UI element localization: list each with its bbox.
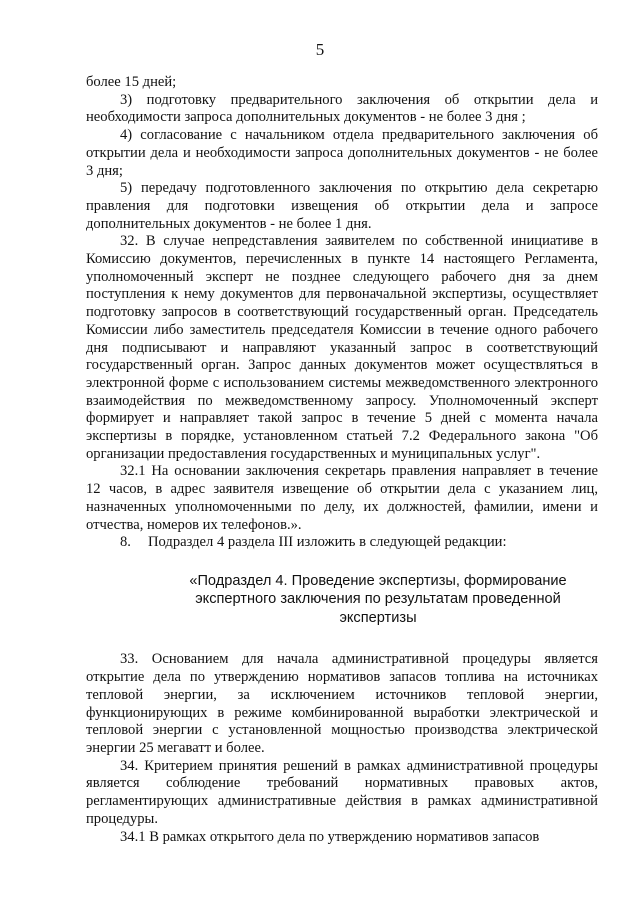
paragraph-34: 34. Критерием принятия решений в рамках административной процедуры является соблюдение требований нормативных правовых актов, регламентирующих административные действия в рамках административной процедуры.	[86, 757, 598, 827]
amendment-item-number: 8.	[120, 534, 131, 551]
paragraph-33: 33. Основанием для начала административной процедуры является открытие дела по утверждению нормативов запасов топлива на источниках тепловой энергии, за исключением источников тепловой энергии, функционирующих в режиме комбинированной выработки электрической и тепловой энергии с установленной мощностью производства электрической энергии 25 мегаватт и более.	[86, 651, 598, 756]
paragraph-item-3: 3) подготовку предварительного заключения об открытии дела и необходимости запроса дополнительных документов - не более 3 дня ;	[86, 91, 598, 126]
subsection-heading: «Подраздел 4. Проведение экспертизы, формирование экспертного заключения по результатам проведенной экспертизы	[189, 572, 567, 626]
amendment-item-text: Подраздел 4 раздела III изложить в следующей редакции:	[148, 534, 507, 551]
paragraph-34-1: 34.1 В рамках открытого дела по утверждению нормативов запасов	[120, 828, 540, 845]
amendment-item-8	[86, 534, 598, 552]
paragraph-item-5: 5) передачу подготовленного заключения по открытию дела секретарю правления для подготовки извещения об открытии дела и запросе дополнительных документов - не более 1 дня.	[86, 180, 598, 232]
page-number: 5	[315, 40, 325, 59]
paragraph-continuation: более 15 дней;	[86, 74, 177, 90]
document-body	[86, 74, 598, 846]
paragraph-32-1: 32.1 На основании заключения секретарь правления направляет в течение 12 часов, в адрес заявителя извещение об открытии дела с указанием лиц, назначенных уполномоченными по делу, их должностей, фамилии, имени и отчества, номеров их телефонов.».	[86, 463, 598, 533]
paragraph-item-4: 4) согласование с начальником отдела предварительного заключения об открытии дела и необходимости запроса дополнительных документов - не более 3 дня;	[86, 127, 598, 179]
paragraph-32: 32. В случае непредставления заявителем по собственной инициативе в Комиссию документов, перечисленных в пункте 14 настоящего Регламента, уполномоченный эксперт не позднее следующего рабочего дня за днем поступления к нему документов для первоначальной экспертизы, осуществляет подготовку запросов в соответствующий государственный орган. Председатель Комиссии либо заместитель председателя Комиссии в течение одного рабочего дня подписывают и направляют указанный запрос в соответствующий государственный орган. Запрос данных документов может осуществляться в электронной форме с использованием системы межведомственного электронного взаимодействия по межведомственному запросу. Уполномоченный эксперт формирует и направляет такой запрос в течение 5 дней с момента начала экспертизы в порядке, установленном статьей 7.2 Федерального закона "Об организации предоставления государственных и муниципальных услуг".	[86, 233, 598, 462]
